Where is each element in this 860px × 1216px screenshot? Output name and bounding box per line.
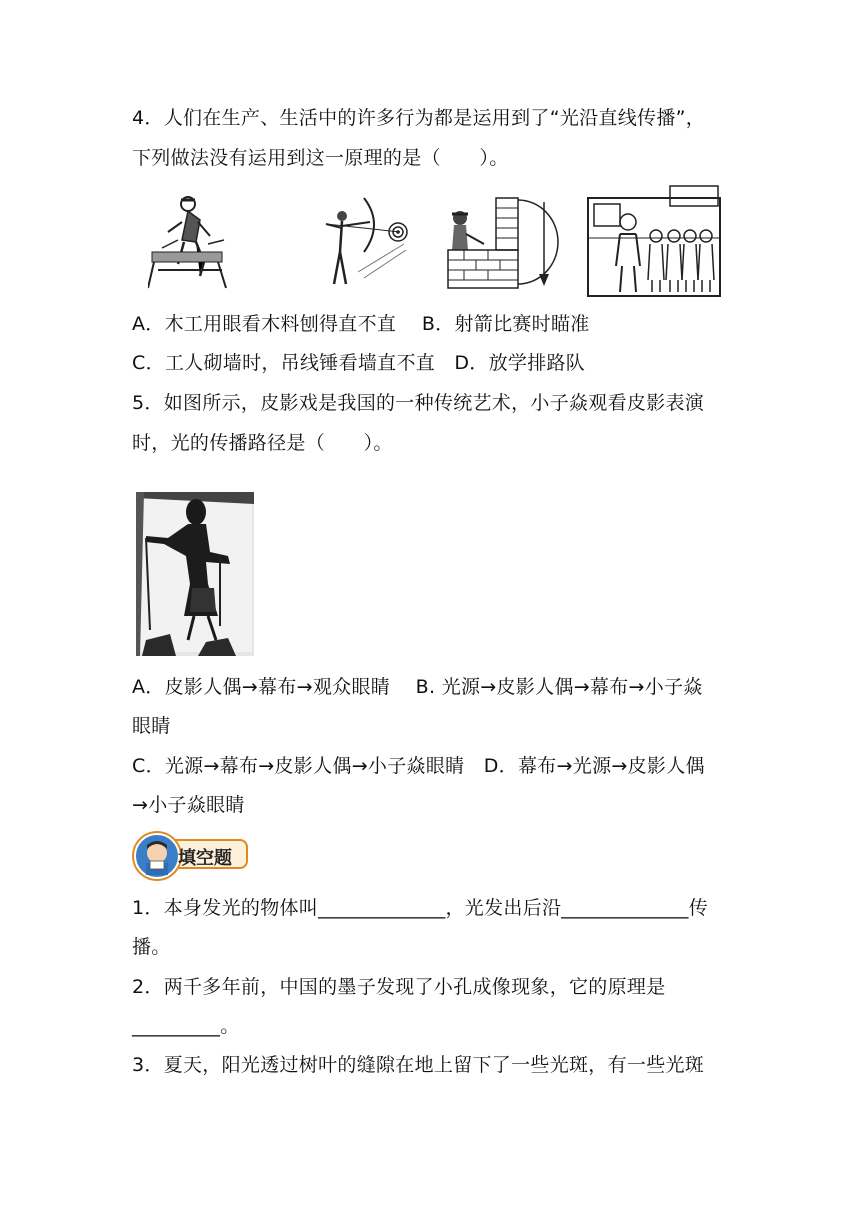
- q5-line2: 时，光的传播路径是（ ）。: [132, 432, 393, 454]
- q4-options-cd: C．工人砌墙时，吊线锤看墙直不直 D．放学排路队: [132, 352, 586, 374]
- section-title: 填空题: [178, 848, 232, 869]
- fill-q2-line2: _________。: [132, 1015, 240, 1037]
- q4-line1: 4．人们在生产、生活中的许多行为都是运用到了“光沿直线传播”，: [132, 107, 706, 129]
- q5-options-cd-line1: C．光源→幕布→皮影人偶→小子焱眼睛 D．幕布→光源→皮影人偶: [132, 755, 705, 777]
- q4-line2: 下列做法没有运用到这一原理的是（ ）。: [132, 147, 509, 169]
- shadow-puppet-figure: [136, 492, 254, 656]
- plumb-line-figure: [444, 194, 560, 290]
- q5-line1: 5．如图所示，皮影戏是我国的一种传统艺术，小子焱观看皮影表演: [132, 392, 705, 414]
- q5-options-cd-line2: →小子焱眼睛: [132, 794, 245, 816]
- fill-q3-line1: 3．夏天，阳光透过树叶的缝隙在地上留下了一些光斑，有一些光斑: [132, 1054, 705, 1076]
- carpenter-figure: [148, 192, 232, 290]
- q5-options-ab-line2: 眼睛: [132, 715, 171, 737]
- q4-options-ab: A．木工用眼看木料刨得直不直 B．射箭比赛时瞄准: [132, 313, 590, 335]
- archery-figure: [318, 192, 410, 290]
- section-badge: [130, 833, 252, 877]
- student-icon: [134, 833, 180, 879]
- q5-options-ab-line1: A．皮影人偶→幕布→观众眼睛 B. 光源→皮影人偶→幕布→小子焱: [132, 676, 703, 698]
- fill-q2-line1: 2．两千多年前，中国的墨子发现了小孔成像现象，它的原理是: [132, 976, 666, 998]
- queue-figure: [586, 184, 722, 298]
- fill-q1-line2: 播。: [132, 936, 171, 958]
- fill-q1-line1: 1．本身发光的物体叫_____________，光发出后沿_____________传: [132, 897, 708, 919]
